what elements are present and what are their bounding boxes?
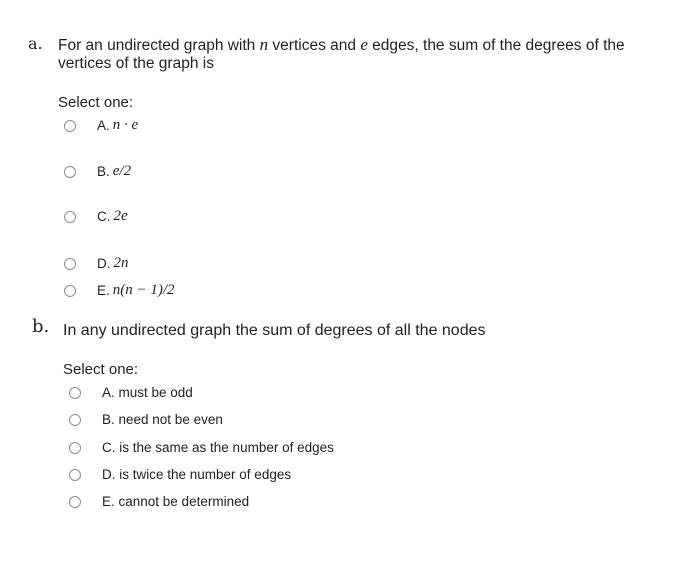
radio-button[interactable] (69, 469, 81, 481)
option-expression: 2n (113, 255, 129, 271)
option-label: E. cannot be determined (102, 494, 250, 509)
option-expression: n(n − 1)/2 (112, 282, 175, 298)
option-b-C[interactable] (69, 440, 334, 455)
option-expression: 2e (113, 208, 128, 224)
var-e: e (360, 35, 368, 54)
radio-button[interactable] (69, 387, 81, 399)
question-a-line1: For an undirected graph with n vertices and e edges, the sum of the degrees of the (58, 35, 625, 54)
radio-button[interactable] (64, 166, 76, 178)
option-b-B[interactable] (69, 412, 223, 427)
option-expression: e/2 (112, 163, 132, 179)
radio-button[interactable] (64, 120, 76, 132)
option-b-A[interactable] (69, 385, 193, 400)
question-a-line2: vertices of the graph is (58, 55, 214, 72)
question-b-select-label: Select one: (63, 361, 139, 378)
question-a-select-label: Select one: (58, 94, 134, 111)
radio-button[interactable] (69, 414, 81, 426)
option-a-D[interactable]: D. 2n (64, 255, 129, 272)
radio-button[interactable] (64, 211, 76, 223)
option-label: A. must be odd (102, 385, 193, 400)
option-label: D. is twice the number of edges (102, 467, 292, 482)
option-b-E[interactable] (69, 494, 249, 509)
option-a-A[interactable]: A. n · e (64, 117, 138, 134)
radio-button[interactable] (69, 442, 81, 454)
radio-button[interactable] (64, 258, 76, 270)
radio-button[interactable] (64, 285, 76, 297)
question-b-number: b. (32, 316, 50, 337)
option-a-E[interactable]: E. n(n − 1)/2 (64, 282, 175, 299)
question-a-text (58, 36, 678, 73)
radio-button[interactable] (69, 496, 81, 508)
option-b-D[interactable] (69, 467, 291, 482)
option-label: B. need not be even (102, 412, 223, 427)
question-b-text: In any undirected graph the sum of degrees of all the nodes (63, 322, 486, 339)
option-a-C[interactable]: C. 2e (64, 208, 128, 225)
question-a-number: a. (28, 34, 43, 53)
option-expression: n · e (112, 117, 139, 133)
option-label: C. is the same as the number of edges (102, 440, 334, 455)
var-n: n (259, 35, 269, 54)
option-a-B[interactable]: B. e/2 (64, 163, 131, 180)
